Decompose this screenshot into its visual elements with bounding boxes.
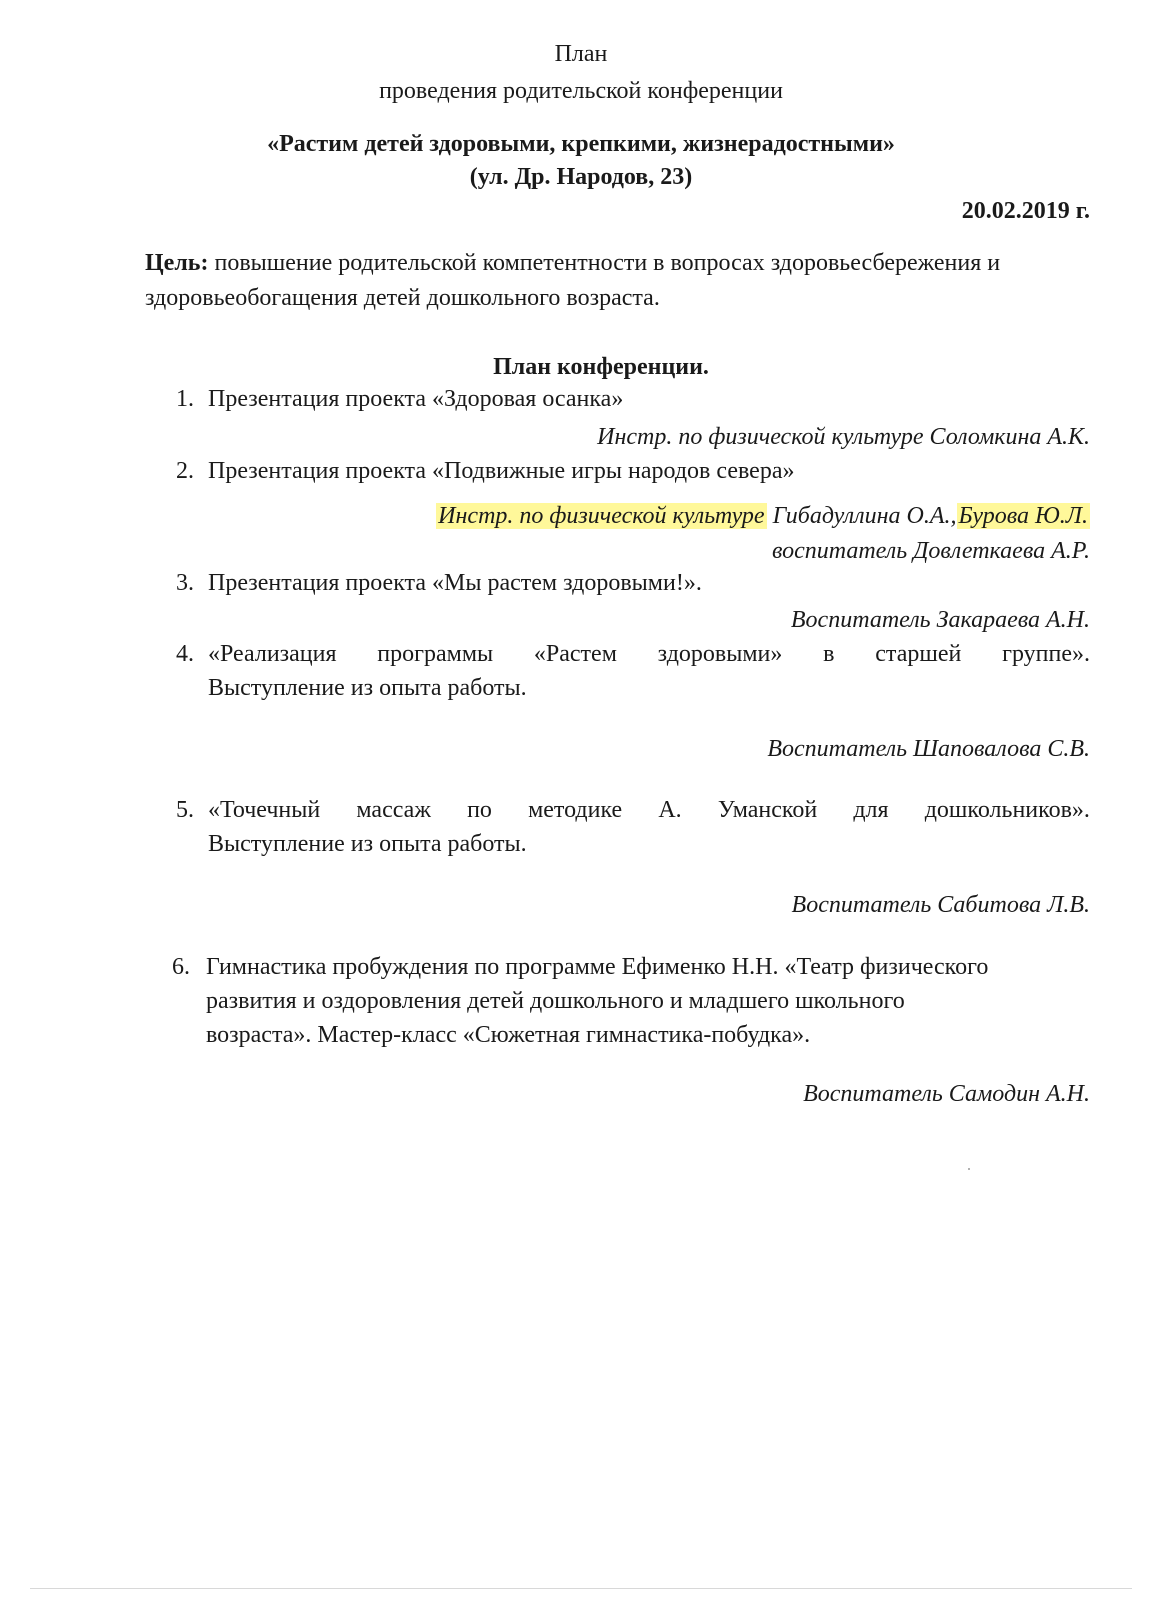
item-text: Презентация проекта «Подвижные игры народов севера» (208, 458, 795, 484)
item-speaker: воспитатель Довлеткаева А.Р. (771, 538, 1090, 564)
item-number: 4. (176, 641, 194, 667)
conference-theme: «Растим детей здоровыми, крепкими, жизнерадостными» (267, 131, 895, 157)
conference-address: (ул. Др. Народов, 23) (469, 164, 693, 190)
scan-edge (30, 1588, 1132, 1589)
item-text-justified (208, 795, 1090, 825)
item-text: Презентация проекта «Здоровая осанка» (208, 386, 624, 412)
document-title: План (554, 41, 608, 67)
item-number: 1. (176, 386, 194, 412)
highlighted-text: Инстр. по физической культуре (438, 503, 765, 529)
item-speaker: Воспитатель Шаповалова С.В. (767, 736, 1090, 762)
conference-date: 20.02.2019 г. (961, 198, 1090, 224)
word: методике (528, 797, 623, 823)
goal-label: Цель: (145, 250, 209, 276)
word: «Точечный (208, 797, 321, 823)
plan-heading: План конференции. (493, 354, 709, 380)
word: «Реализация (208, 641, 337, 667)
speaker-name: Гибадуллина О.А., (766, 503, 957, 529)
word: А. (658, 797, 682, 823)
item-text: Презентация проекта «Мы растем здоровыми!». (208, 570, 702, 596)
word: группе». (1002, 641, 1090, 667)
word: здоровыми» (657, 641, 783, 667)
item-speaker: Воспитатель Сабитова Л.В. (791, 892, 1090, 918)
word: «Растем (533, 641, 617, 667)
item-number: 5. (176, 797, 194, 823)
goal-line-1 (145, 248, 1090, 278)
word: для (853, 797, 889, 823)
item-text: Выступление из опыта работы. (208, 831, 527, 857)
item-number: 2. (176, 458, 194, 484)
word: программы (377, 641, 494, 667)
item-text: Выступление из опыта работы. (208, 675, 527, 701)
word: по (467, 797, 492, 823)
word: Уманской (717, 797, 818, 823)
scan-speck (968, 1168, 970, 1170)
item-speaker-highlighted (436, 501, 1090, 531)
item-speaker: Инстр. по физической культуре Соломкина А.К. (597, 424, 1090, 450)
item-text-justified (208, 639, 1090, 669)
word: старшей (875, 641, 962, 667)
word: дошкольников». (924, 797, 1090, 823)
item-number: 3. (176, 570, 194, 596)
highlighted-text: Бурова Ю.Л. (958, 503, 1088, 529)
item-text: развития и оздоровления детей дошкольного и младшего школьного (206, 988, 905, 1014)
item-number: 6. (172, 954, 190, 980)
goal-text-1: повышение родительской компетентности в вопросах здоровьесбережения и (214, 250, 1001, 276)
item-speaker: Воспитатель Закараева А.Н. (790, 607, 1090, 633)
document-subtitle: проведения родительской конференции (379, 78, 783, 104)
item-speaker: Воспитатель Самодин А.Н. (803, 1081, 1090, 1107)
item-text: возраста». Мастер-класс «Сюжетная гимнастика-побудка». (206, 1022, 811, 1048)
word: в (823, 641, 835, 667)
word: массаж (356, 797, 431, 823)
item-text: Гимнастика пробуждения по программе Ефименко Н.Н. «Театр физического (206, 954, 989, 980)
goal-line-2: здоровьеобогащения детей дошкольного возраста. (145, 285, 660, 311)
